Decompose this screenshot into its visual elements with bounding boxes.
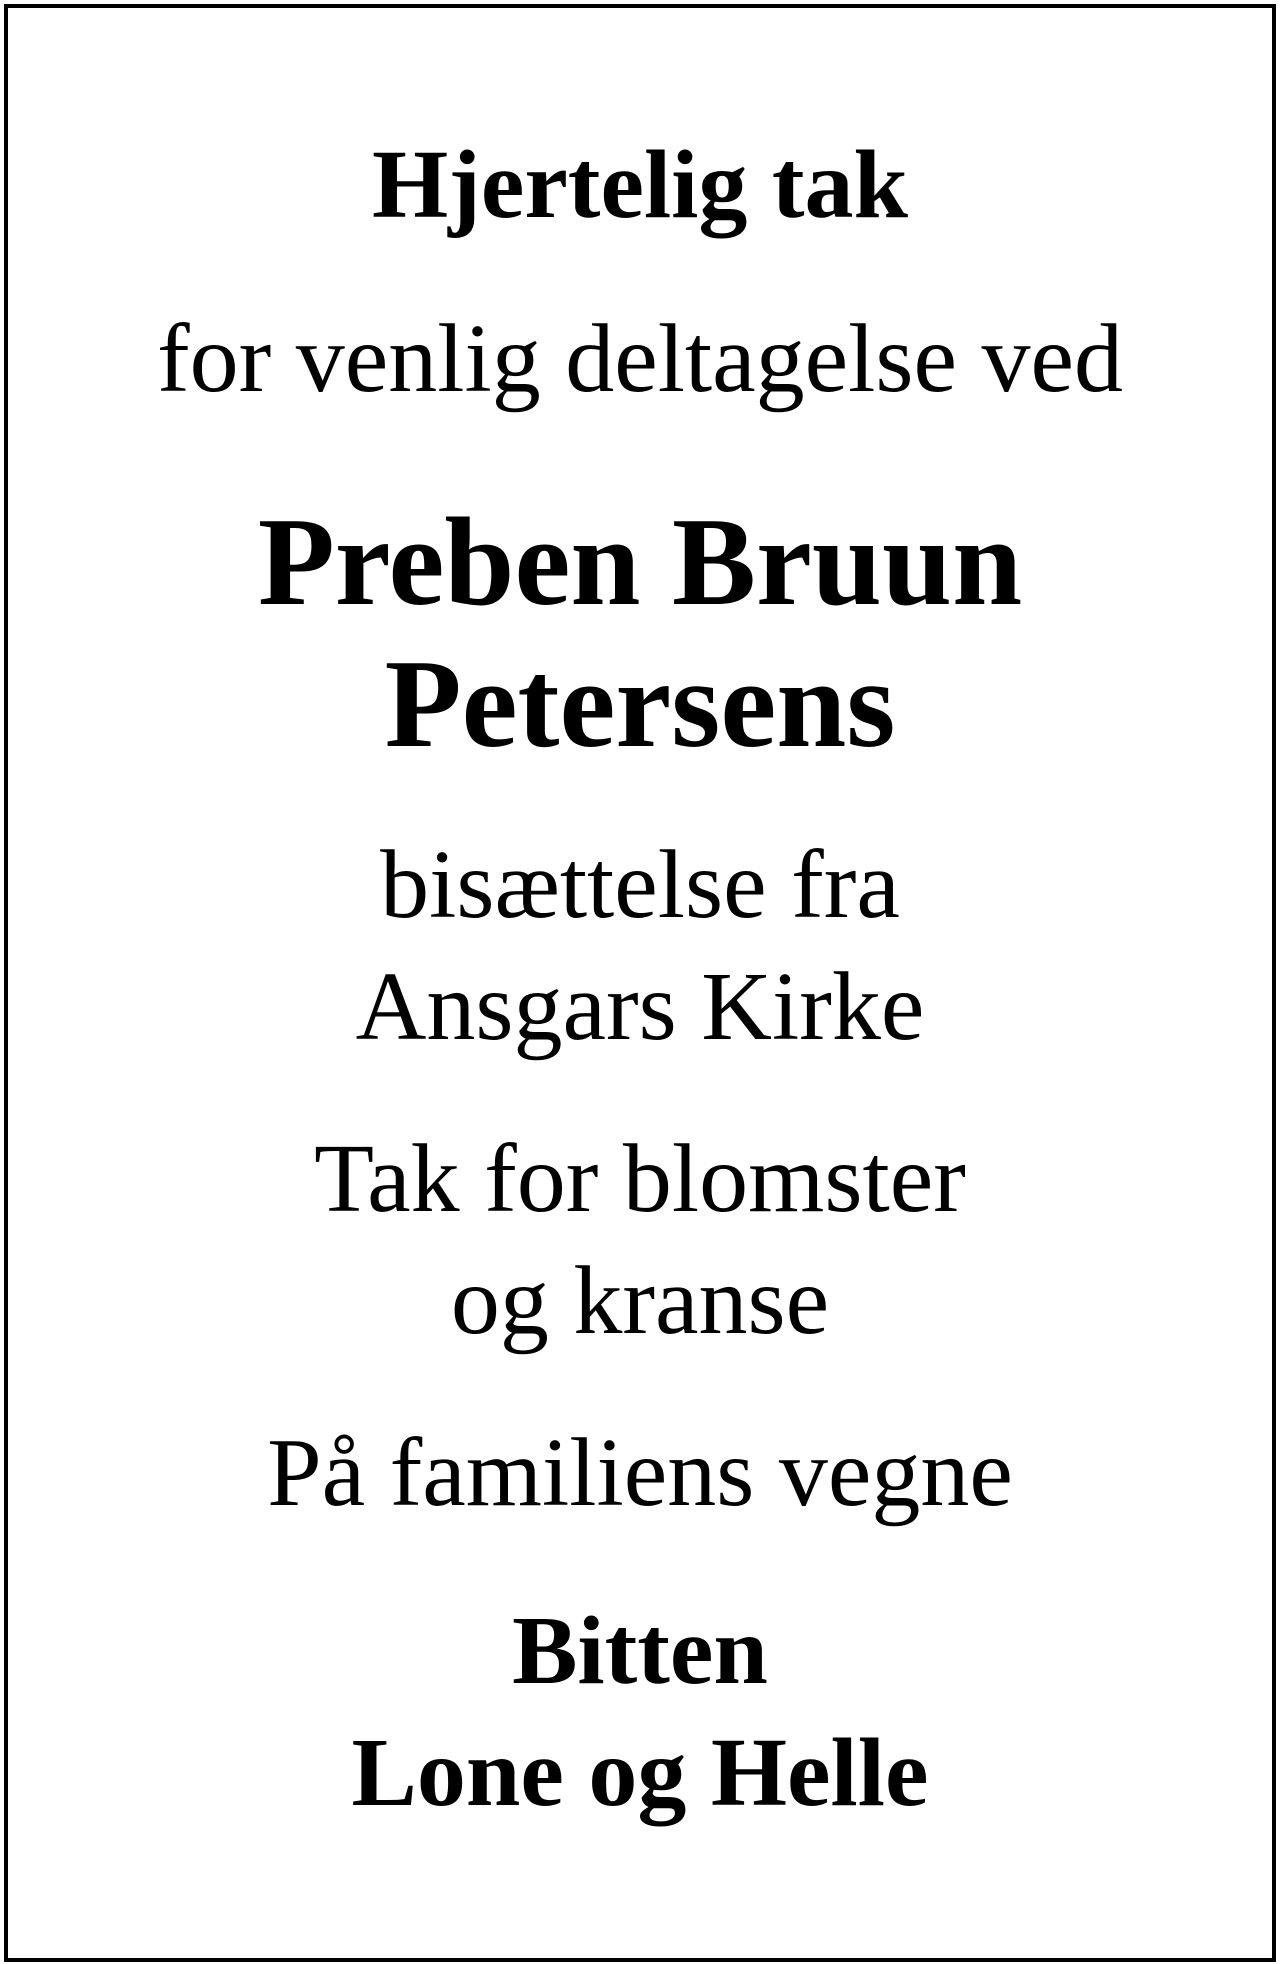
deceased-name-line-1: Preben Bruun (257, 493, 1023, 632)
notice-frame (4, 4, 1276, 1962)
signature-line-1: Bitten (512, 1597, 768, 1705)
ceremony-line-2: Ansgars Kirke (355, 953, 925, 1061)
signature-line-2: Lone og Helle (351, 1719, 929, 1827)
deceased-name-line-2: Petersens (384, 635, 896, 774)
thanks-line-1: Tak for blomster (314, 1125, 966, 1233)
on-behalf-text: På familiens vegne (267, 1419, 1013, 1527)
intro-text: for venlig deltagelse ved (156, 305, 1124, 413)
ceremony-line-1: bisættelse fra (380, 831, 900, 939)
heading: Hjertelig tak (371, 131, 909, 239)
thanks-line-2: og kranse (450, 1247, 830, 1355)
